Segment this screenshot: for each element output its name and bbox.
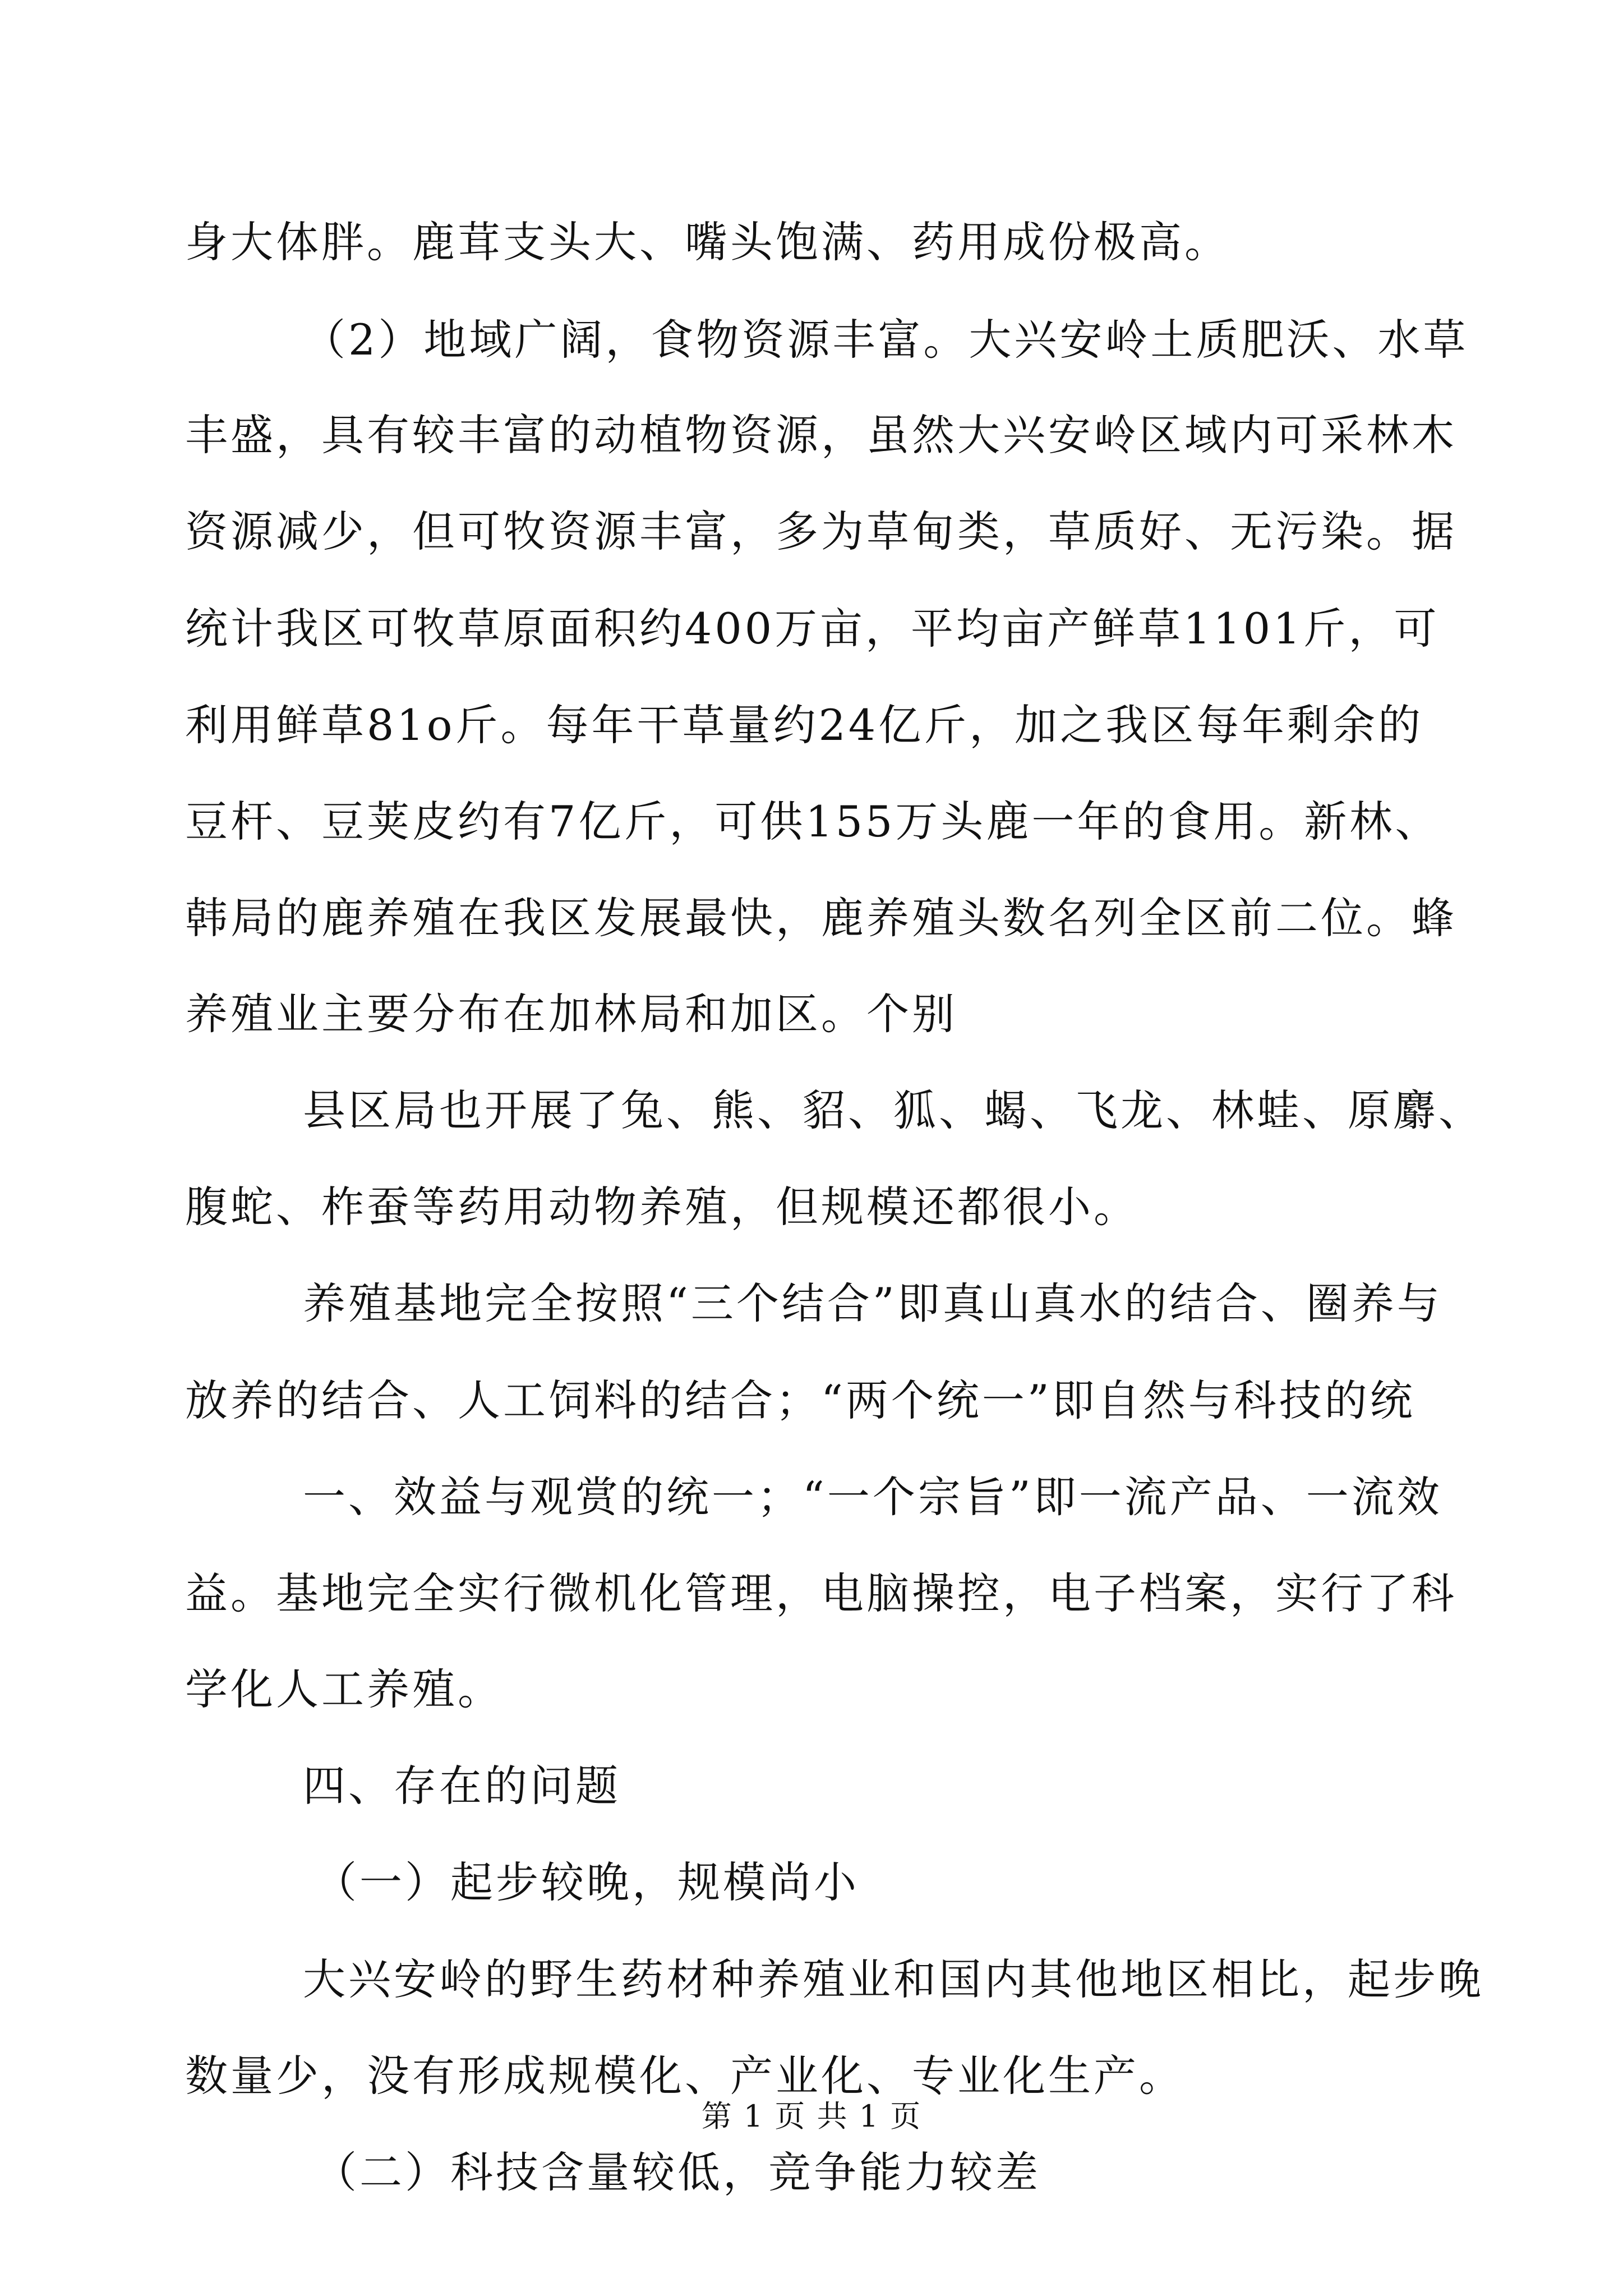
body-line: 豆杆、豆荚皮约有7亿斤，可供155万头鹿一年的食用。新林、 — [185, 797, 1441, 846]
subsection-heading: （一）起步较晚，规模尚小 — [314, 1857, 859, 1907]
body-line: 资源减少，但可牧资源丰富，多为草甸类，草质好、无污染。据 — [185, 507, 1457, 556]
body-line: 放养的结合、人工饲料的结合；“两个统一”即自然与科技的统 — [185, 1375, 1415, 1425]
body-line: 大兴安岭的野生药材种养殖业和国内其他地区相比，起步晚 — [303, 1954, 1484, 2004]
section-heading: 四、存在的问题 — [303, 1761, 621, 1811]
body-line: （2）地域广阔，食物资源丰富。大兴安岭土质肥沃、水草 — [303, 315, 1469, 365]
body-line: 丰盛，具有较丰富的动植物资源，虽然大兴安岭区域内可采林木 — [185, 410, 1457, 460]
body-line: 学化人工养殖。 — [185, 1664, 503, 1714]
body-line: 县区局也开展了兔、熊、貂、狐、蝎、飞龙、林蛙、原麝、 — [303, 1085, 1484, 1135]
body-line: 养殖基地完全按照“三个结合”即真山真水的结合、圈养与 — [303, 1278, 1442, 1328]
page-footer: 第 1 页 共 1 页 — [701, 2099, 922, 2134]
body-line: 韩局的鹿养殖在我区发展最快，鹿养殖头数名列全区前二位。蜂 — [185, 893, 1457, 943]
body-line: 养殖业主要分布在加林局和加区。个别 — [185, 989, 957, 1039]
body-line: 利用鲜草81o斤。每年干草量约24亿斤，加之我区每年剩余的 — [185, 700, 1424, 750]
subsection-heading: （二）科技含量较低，竞争能力较差 — [314, 2147, 1041, 2197]
body-line: 身大体胖。鹿茸支头大、嘴头饱满、药用成份极高。 — [185, 217, 1230, 267]
body-line: 统计我区可牧草原面积约400万亩，平均亩产鲜草1101斤，可 — [185, 604, 1440, 654]
body-line: 益。基地完全实行微机化管理，电脑操控，电子档案，实行了科 — [185, 1568, 1457, 1618]
body-line: 一、效益与观赏的统一；“一个宗旨”即一流产品、一流效 — [303, 1472, 1442, 1522]
body-line: 数量少，没有形成规模化、产业化、专业化生产。 — [185, 2051, 1184, 2101]
body-line: 腹蛇、柞蚕等药用动物养殖，但规模还都很小。 — [185, 1182, 1139, 1232]
